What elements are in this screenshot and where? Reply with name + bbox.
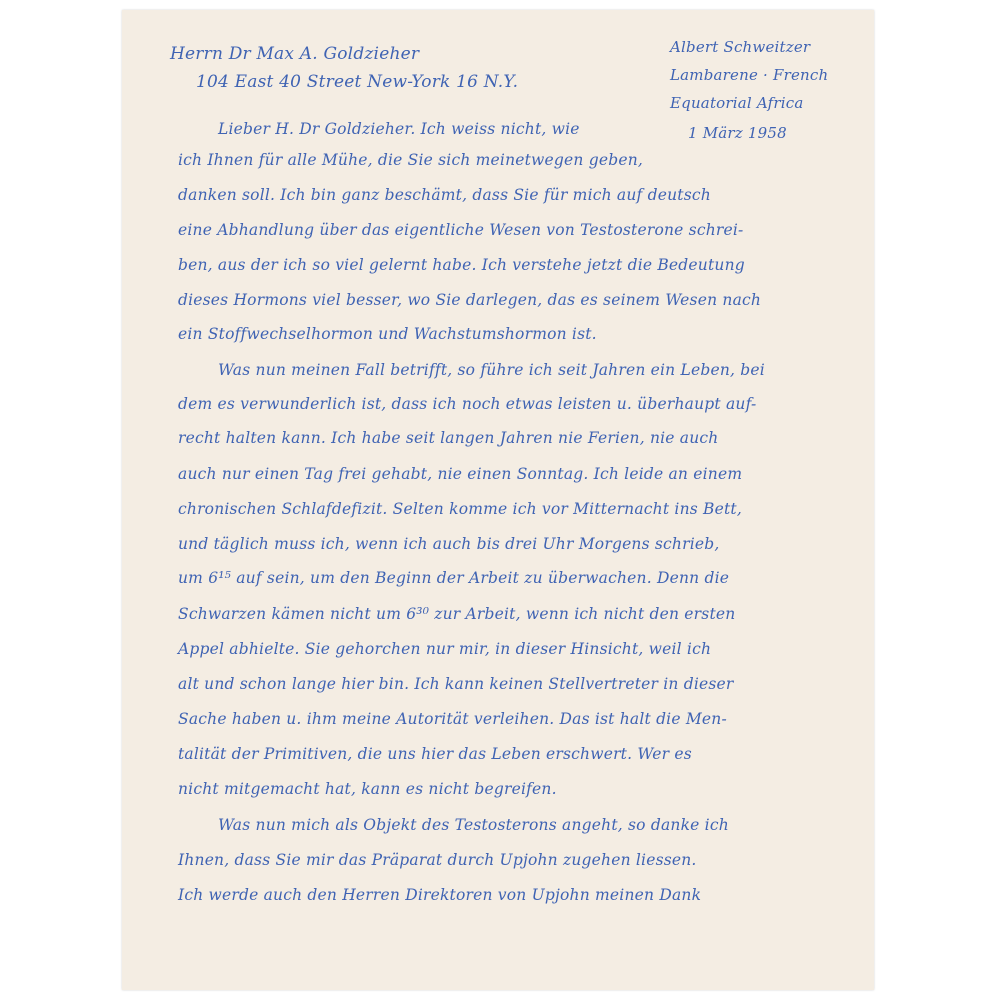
body-line: Schwarzen kämen nicht um 6³⁰ zur Arbeit, wenn ich nicht den ersten bbox=[178, 605, 736, 623]
body-line: ben, aus der ich so viel gelernt habe. Ich verstehe jetzt die Bedeutung bbox=[178, 256, 745, 274]
body-line: Was nun mich als Objekt des Testosterons angeht, so danke ich bbox=[218, 816, 729, 834]
body-line: ein Stoffwechselhormon und Wachstumshormon ist. bbox=[178, 325, 597, 343]
body-line: um 6¹⁵ auf sein, um den Beginn der Arbeit zu überwachen. Denn die bbox=[178, 569, 730, 587]
body-line: alt und schon lange hier bin. Ich kann keinen Stellvertreter in dieser bbox=[178, 675, 734, 693]
body-line: und täglich muss ich, wenn ich auch bis drei Uhr Morgens schrieb, bbox=[178, 535, 720, 553]
body-line: Sache haben u. ihm meine Autorität verleihen. Das ist halt die Men- bbox=[178, 710, 727, 728]
body-line: chronischen Schlafdefizit. Selten komme ich vor Mitternacht ins Bett, bbox=[178, 500, 742, 518]
sender-name: Albert Schweitzer bbox=[670, 38, 811, 56]
sender-region: Equatorial Africa bbox=[670, 94, 804, 112]
recipient-name: Herrn Dr Max A. Goldzieher bbox=[170, 44, 420, 64]
body-line: dem es verwunderlich ist, dass ich noch etwas leisten u. überhaupt auf- bbox=[178, 395, 757, 413]
letter-date: 1 März 1958 bbox=[688, 124, 787, 142]
recipient-address: 104 East 40 Street New-York 16 N.Y. bbox=[196, 72, 519, 92]
body-line: Lieber H. Dr Goldzieher. Ich weiss nicht, wie bbox=[218, 120, 580, 138]
sender-place: Lambarene · French bbox=[670, 66, 829, 84]
body-line: ich Ihnen für alle Mühe, die Sie sich meinetwegen geben, bbox=[178, 151, 644, 169]
body-line: auch nur einen Tag frei gehabt, nie einen Sonntag. Ich leide an einem bbox=[178, 465, 743, 483]
letter-sheet bbox=[122, 10, 874, 990]
body-line: nicht mitgemacht hat, kann es nicht begreifen. bbox=[178, 780, 557, 798]
body-line: Appel abhielte. Sie gehorchen nur mir, in dieser Hinsicht, weil ich bbox=[178, 640, 712, 658]
body-line: Was nun meinen Fall betrifft, so führe ich seit Jahren ein Leben, bei bbox=[218, 361, 765, 379]
body-line: danken soll. Ich bin ganz beschämt, dass Sie für mich auf deutsch bbox=[178, 186, 711, 204]
body-line: eine Abhandlung über das eigentliche Wesen von Testosterone schrei- bbox=[178, 221, 744, 239]
body-line: recht halten kann. Ich habe seit langen Jahren nie Ferien, nie auch bbox=[178, 429, 719, 447]
body-line: dieses Hormons viel besser, wo Sie darlegen, das es seinem Wesen nach bbox=[178, 291, 762, 309]
body-line: Ich werde auch den Herren Direktoren von Upjohn meinen Dank bbox=[178, 886, 702, 904]
body-line: Ihnen, dass Sie mir das Präparat durch Upjohn zugehen liessen. bbox=[178, 851, 697, 869]
body-line: talität der Primitiven, die uns hier das Leben erschwert. Wer es bbox=[178, 745, 692, 763]
